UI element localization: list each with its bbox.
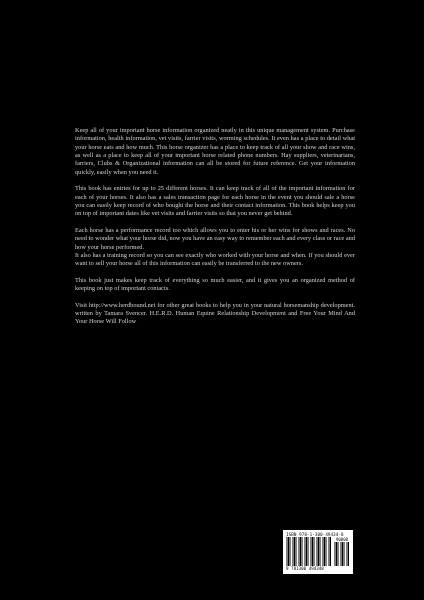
- barcode-bar: [326, 537, 327, 566]
- barcode-bar: [314, 537, 315, 566]
- barcode-bar: [328, 537, 329, 566]
- barcode-bar: [322, 537, 323, 566]
- blurb-paragraph-2: This book has entries for up to 25 different horses. It can keep track of all of the important information for each of your horses. It also has a sales transaction page for each horse in the event you should sale a horse you can easily keep record of who bought the horse and their contact information. This book helps keep you on top of important dates like vet visits and farrier visits so that you never get behind.: [75, 185, 355, 218]
- barcode-bar: [342, 542, 344, 566]
- addon-digits: 90000: [335, 537, 349, 542]
- barcode-bar: [304, 537, 305, 566]
- barcode-bar: [310, 537, 311, 566]
- barcode-bar: [330, 537, 332, 566]
- barcode-bar: [300, 537, 302, 566]
- addon-barcode-bars: [334, 542, 350, 566]
- ean-digits: 9 781300 494348: [286, 566, 324, 571]
- barcode-bar: [298, 537, 299, 566]
- back-cover-blurb: [75, 127, 355, 335]
- barcode-bar: [302, 537, 303, 566]
- barcode-bar: [306, 537, 308, 566]
- barcode-bar: [336, 542, 338, 566]
- barcode-bar: [338, 542, 339, 566]
- barcode-bar: [290, 537, 291, 566]
- barcode-bar: [286, 537, 287, 566]
- isbn-label: ISBN 978-1-300-49434-8: [286, 532, 344, 537]
- barcode-bar: [320, 537, 321, 566]
- barcode-bar: [346, 542, 347, 566]
- isbn-barcode: [283, 530, 353, 574]
- barcode-bar: [296, 537, 297, 566]
- barcode-bar: [324, 537, 326, 566]
- barcode-bar: [334, 542, 335, 566]
- blurb-paragraph-5: Visit http://www.herdbound.net for other great books to help you in your natural horsemanship development. written by Tamara Svencer. H.E.R.D. Human Equine Relationship Development and Free Your Mind And Your Horse Will Follow: [75, 301, 355, 326]
- barcode-bar: [344, 542, 345, 566]
- barcode-bar: [294, 537, 296, 566]
- barcode-bar: [316, 537, 317, 566]
- barcode-bar: [318, 537, 320, 566]
- barcode-bar: [348, 542, 350, 566]
- blurb-paragraph-3b: It also has a training record so you can see exactly who worked with your horse and when. If you should ever want to sell your horse all of this information can easily be transferred to the new owners.: [75, 251, 355, 268]
- ean-barcode-bars: [286, 537, 332, 566]
- blurb-paragraph-3a: Each horse has a performance record too which allows you to enter his or her wins for shows and races. No need to wonder what your horse did, now you have an easy way to remember each and every class or race and how your horse performed.: [75, 226, 355, 251]
- barcode-bar: [340, 542, 341, 566]
- blurb-paragraph-1: Keep all of your important horse information organized neatly in this unique management system. Purchase information, health information, vet visits, farrier visits, worming schedules. It even has a place to detail what your horse eats and how much. This horse organizer has a place to keep track of all your show and race wins, as well as a place to keep all of your important horse related phone numbers. Hay suppliers, veterinarians, farriers, Clubs & Organizational information can all be stored for future reference. Get your information quickly, easily when you need it.: [75, 127, 355, 176]
- barcode-bar: [312, 537, 314, 566]
- barcode-bar: [308, 537, 309, 566]
- blurb-paragraph-4: This book just makes keep track of everything so much easier, and it gives you an organized method of keeping on top of important contacts.: [75, 276, 355, 293]
- barcode-bar: [292, 537, 293, 566]
- barcode-bar: [288, 537, 290, 566]
